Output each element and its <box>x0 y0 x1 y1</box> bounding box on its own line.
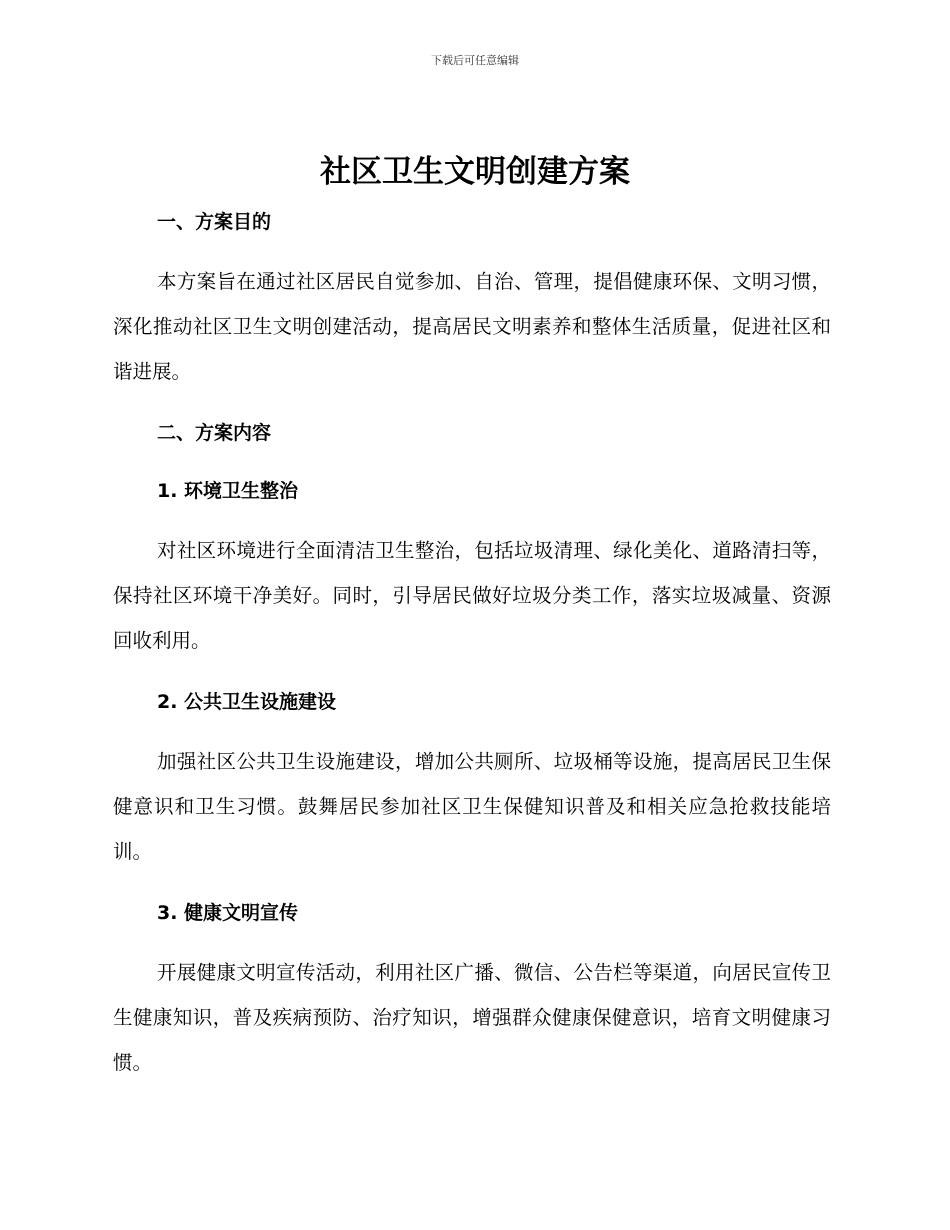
document-body <box>113 203 831 1085</box>
subsection-heading-environment: 1. 环境卫生整治 <box>157 480 299 502</box>
document-title: 社区卫生文明创建方案 <box>320 154 630 190</box>
section-heading-purpose: 一、方案目的 <box>157 211 272 233</box>
subsection-heading-facilities: 2. 公共卫生设施建设 <box>157 691 337 713</box>
section-heading-content: 二、方案内容 <box>157 422 272 444</box>
section-paragraph-purpose: 本方案旨在通过社区居民自觉参加、自治、管理，提倡健康环保、文明习惯，深化推动社区卫生文明创建活动，提高居民文明素养和整体生活质量，促进社区和谐进展。 <box>113 270 831 383</box>
subsection-paragraph-environment: 对社区环境进行全面清洁卫生整治，包括垃圾清理、绿化美化、道路清扫等，保持社区环境干净美好。同时，引导居民做好垃圾分类工作，落实垃圾减量、资源回收利用。 <box>113 539 831 652</box>
page-header-note: 下载后可任意编辑 <box>431 54 519 67</box>
subsection-heading-publicity: 3. 健康文明宣传 <box>157 902 299 924</box>
subsection-paragraph-facilities: 加强社区公共卫生设施建设，增加公共厕所、垃圾桶等设施，提高居民卫生保健意识和卫生习惯。鼓舞居民参加社区卫生保健知识普及和相关应急抢救技能培训。 <box>113 750 831 863</box>
subsection-paragraph-publicity: 开展健康文明宣传活动，利用社区广播、微信、公告栏等渠道，向居民宣传卫生健康知识，普及疾病预防、治疗知识，增强群众健康保健意识，培育文明健康习惯。 <box>113 961 831 1074</box>
